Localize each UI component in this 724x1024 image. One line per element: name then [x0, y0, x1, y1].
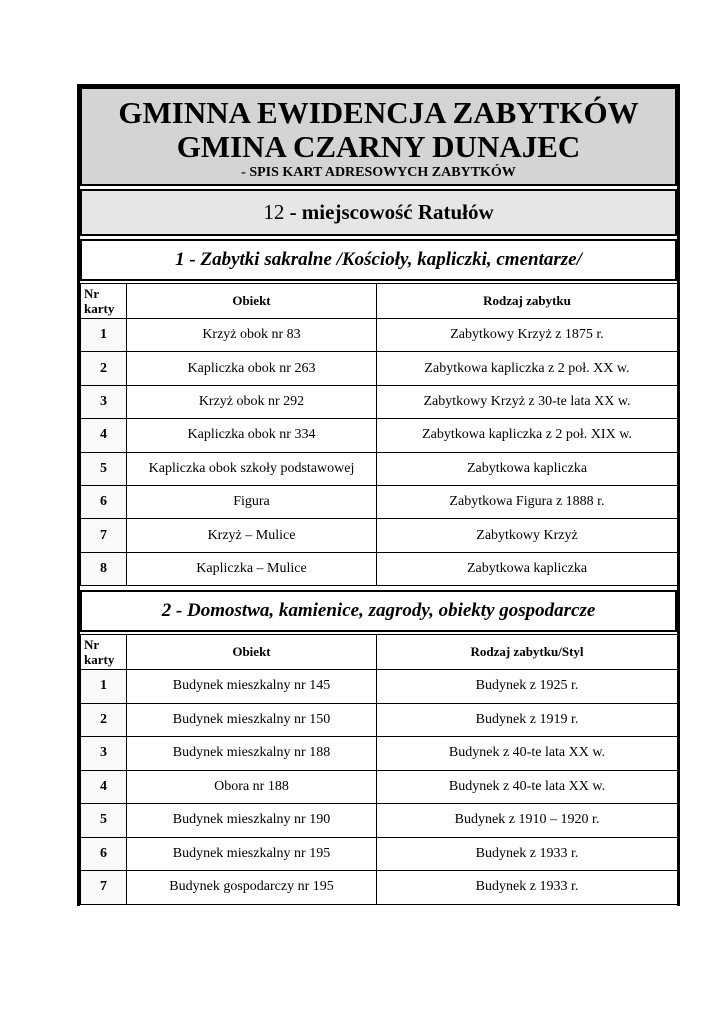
object-cell: Kapliczka obok nr 334 — [127, 419, 377, 452]
object-cell: Kapliczka obok nr 263 — [127, 352, 377, 385]
table-row — [81, 703, 678, 737]
card-number-cell: 2 — [81, 352, 127, 385]
card-number-cell: 1 — [81, 319, 127, 352]
column-header-obiekt: Obiekt — [127, 284, 377, 319]
object-cell: Budynek mieszkalny nr 195 — [127, 837, 377, 871]
section-1-heading: 1 - Zabytki sakralne /Kościoły, kapliczki, cmentarze/ — [80, 239, 677, 281]
object-cell: Kapliczka obok szkoły podstawowej — [127, 452, 377, 485]
card-number-cell: 3 — [81, 385, 127, 418]
monument-type-cell: Budynek z 1919 r. — [377, 703, 678, 737]
table-row — [81, 319, 678, 352]
table-row — [81, 452, 678, 485]
monument-type-cell: Budynek z 1910 – 1920 r. — [377, 804, 678, 838]
monument-type-cell: Zabytkowa kapliczka — [377, 552, 678, 585]
table-row — [81, 519, 678, 552]
card-number-cell: 7 — [81, 519, 127, 552]
table-row — [81, 419, 678, 452]
title-line-1: GMINNA EWIDENCJA ZABYTKÓW — [118, 95, 639, 130]
object-cell: Krzyż obok nr 292 — [127, 385, 377, 418]
table-header-row — [81, 284, 678, 319]
table-row — [81, 804, 678, 838]
object-cell: Krzyż obok nr 83 — [127, 319, 377, 352]
monument-type-cell: Zabytkowa kapliczka z 2 poł. XIX w. — [377, 419, 678, 452]
monument-type-cell: Zabytkowy Krzyż z 30-te lata XX w. — [377, 385, 678, 418]
table-header-row — [81, 635, 678, 670]
section-2-heading: 2 - Domostwa, kamienice, zagrody, obiekty gospodarcze — [80, 590, 677, 632]
monument-type-cell: Zabytkowa kapliczka z 2 poł. XX w. — [377, 352, 678, 385]
column-header-obiekt: Obiekt — [127, 635, 377, 670]
object-cell: Krzyż – Mulice — [127, 519, 377, 552]
table-row — [81, 385, 678, 418]
card-number-cell: 4 — [81, 770, 127, 804]
title-line-2: GMINA CZARNY DUNAJEC — [176, 129, 581, 164]
monument-type-cell: Budynek z 1933 r. — [377, 837, 678, 871]
table-row — [81, 770, 678, 804]
object-cell: Budynek mieszkalny nr 188 — [127, 737, 377, 771]
card-number-cell: 3 — [81, 737, 127, 771]
object-cell: Kapliczka – Mulice — [127, 552, 377, 585]
card-number-cell: 8 — [81, 552, 127, 585]
monument-type-cell: Budynek z 1933 r. — [377, 871, 678, 905]
table-row — [81, 670, 678, 704]
column-header-rodzaj-styl: Rodzaj zabytku/Styl — [377, 635, 678, 670]
card-number-cell: 6 — [81, 485, 127, 518]
table-row — [81, 737, 678, 771]
monument-type-cell: Budynek z 40-te lata XX w. — [377, 770, 678, 804]
column-header-rodzaj: Rodzaj zabytku — [377, 284, 678, 319]
table-row — [81, 871, 678, 905]
document-subtitle: - SPIS KART ADRESOWYCH ZABYTKÓW — [241, 165, 516, 180]
object-cell: Figura — [127, 485, 377, 518]
object-cell: Budynek mieszkalny nr 150 — [127, 703, 377, 737]
table-row — [81, 485, 678, 518]
column-header-nr: Nr karty — [81, 635, 127, 670]
card-number-cell: 4 — [81, 419, 127, 452]
section-1-table — [80, 283, 678, 586]
monument-type-cell: Zabytkowa kapliczka — [377, 452, 678, 485]
object-cell: Obora nr 188 — [127, 770, 377, 804]
locality-heading — [80, 189, 677, 236]
monument-type-cell: Zabytkowy Krzyż z 1875 r. — [377, 319, 678, 352]
card-number-cell: 5 — [81, 804, 127, 838]
locality-number: 12 — [263, 200, 285, 224]
table-row — [81, 552, 678, 585]
section-2-table — [80, 634, 678, 905]
monument-type-cell: Budynek z 40-te lata XX w. — [377, 737, 678, 771]
document-title-block — [80, 87, 677, 186]
object-cell: Budynek mieszkalny nr 190 — [127, 804, 377, 838]
monument-type-cell: Zabytkowa Figura z 1888 r. — [377, 485, 678, 518]
object-cell: Budynek mieszkalny nr 145 — [127, 670, 377, 704]
column-header-nr: Nr karty — [81, 284, 127, 319]
card-number-cell: 6 — [81, 837, 127, 871]
card-number-cell: 7 — [81, 871, 127, 905]
monument-type-cell: Budynek z 1925 r. — [377, 670, 678, 704]
card-number-cell: 2 — [81, 703, 127, 737]
locality-label: - miejscowość Ratułów — [284, 200, 494, 224]
table-row — [81, 352, 678, 385]
table-row — [81, 837, 678, 871]
card-number-cell: 1 — [81, 670, 127, 704]
monument-type-cell: Zabytkowy Krzyż — [377, 519, 678, 552]
card-number-cell: 5 — [81, 452, 127, 485]
object-cell: Budynek gospodarczy nr 195 — [127, 871, 377, 905]
